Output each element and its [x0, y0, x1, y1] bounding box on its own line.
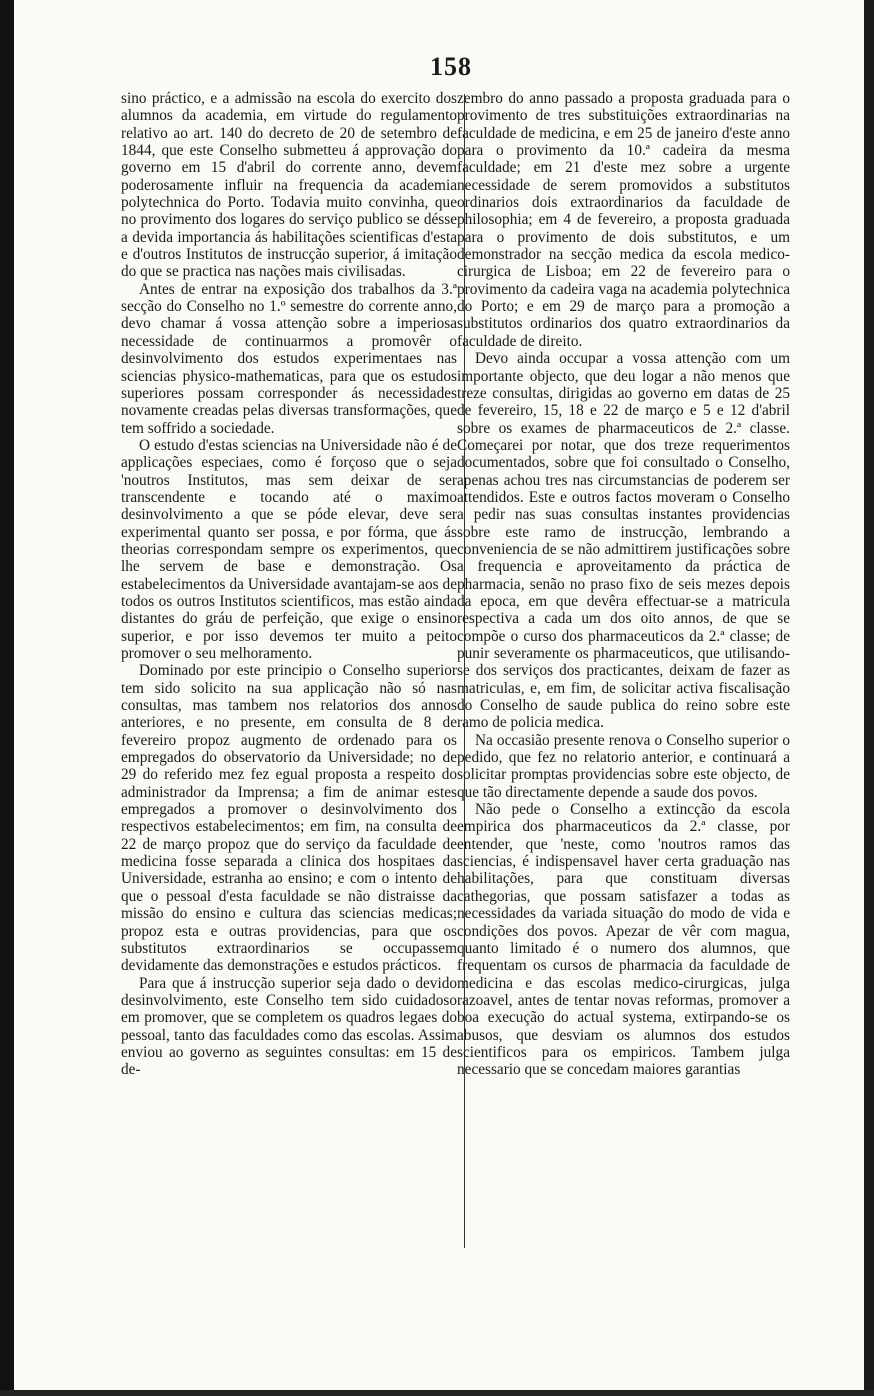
paragraph: Dominado por este principio o Conselho superior tem sido solicito na sua applicação não só nas consultas, mas tambem nos relatorios dos annos anteriores, e no presente, em consulta de 8 de fevereiro propoz augmento de ordenado para os empregados do observatorio da Universidade; no de 29 do referido mez fez egual proposta a respeito do administrador da Imprensa; a fim de animar estes empregados a promover o desinvolvimento dos respectivos estabelecimentos; em fim, na consulta de 22 de março propoz que do serviço da faculdade de medicina fosse separada a clinica dos hospitaes da Universidade, estranha ao ensino; e com o intento de que o pessoal d'esta faculdade se não distraisse da missão do ensino e cultura das sciencias medicas; propoz esta e outras providencias, para que os substitutos extraordinarios se occupassem devidamente das demonstrações e estudos prácticos. [121, 662, 457, 975]
page-number: 158 [430, 52, 472, 81]
scan-border-left [0, 0, 14, 1396]
left-column [121, 90, 457, 1079]
paragraph: sino práctico, e a admissão na escola do exercito dos alumnos da academia, em virtude do regulamento relativo ao art. 140 do decreto de 20 de setembro de 1844, que este Conselho submetteu á approvação do governo em 15 d'abril do corrente anno, devem poderosamente influir na frequencia da academia polytechnica do Porto. Todavia muito convinha, que no provimento dos logares do serviço publico se désse a devida importancia ás habilitações scientificas d'esta e d'outros Institutos de instrucção superior, á imitação do que se practica nas nações mais civilisadas. [121, 90, 457, 281]
paragraph: Antes de entrar na exposição dos trabalhos da 3.ª secção do Conselho no 1.º semestre do corrente anno, devo chamar á vossa attenção sobre a imperiosa necessidade de continuarmos a promovêr o desinvolvimento dos estudos experimentaes nas sciencias physico-mathematicas, para que os estudos superiores possam corresponder ás necessidades novamente creadas pelas diversas transformações, que tem soffrido a sociedade. [121, 280, 457, 437]
paragraph: zembro do anno passado a proposta graduada para o provimento de tres substituições extraordinarias na faculdade de medicina, e em 25 de janeiro d'este anno para o provimento da 10.ª cadeira da mesma faculdade; em 21 d'este mez sobre a urgente necessidade de serem promovidos a substitutos ordinarios dois extraordinarios da faculdade de philosophia; em 4 de fevereiro, a proposta graduada para o provimento de dois substitutos, e um demonstrador na secção medica da escola medico-cirurgica de Lisboa; em 22 de fevereiro para o provimento da cadeira vaga na academia polytechnica do Porto; e em 29 de março para a promoção a substitutos ordinarios dos quatro extraordinarios da faculdade de direito. [457, 90, 790, 350]
paragraph: Na occasião presente renova o Conselho superior o pedido, que fez no relatorio anterior, e continuará a solicitar promptas providencias sobre este objecto, de que tão directamente depende a saude dos povos. [457, 731, 790, 801]
scan-border-right [864, 0, 874, 1396]
paragraph: Devo ainda occupar a vossa attenção com um importante objecto, que deu logar a não menos que treze consultas, dirigidas ao governo em datas de 25 de fevereiro, 15, 18 e 22 de março e 5 e 12 d'abril sobre os exames de pharmaceuticos de 2.ª classe. Começarei por notar, que dos treze requerimentos documentados, sobre que foi consultado o Conselho, apenas achou tres nas circumstancias de poderem ser attendidos. Este e outros factos moveram o Conselho a pedir nas suas consultas instantes providencias sobre este ramo de instrucção, lembrando a conveniencia de se não admittirem justificações sobre a frequencia e aproveitamento da práctica de pharmacia, senão no praso fixo de seis mezes depois da epoca, em que devêra effectuar-se a matricula respectiva a cada um dos oito annos, de que se compõe o curso dos pharmaceuticos da 2.ª classe; de punir severamente os pharmaceuticos, que utilisando-se dos serviços dos practicantes, deixam de fazer as matriculas, e, em fim, de solicitar activa fiscalisação do Conselho de saude publica do reino sobre este ramo de policia medica. [457, 350, 790, 732]
paragraph: Não pede o Conselho a extincção da escola empirica dos pharmaceuticos da 2.ª classe, por entender, que 'neste, como 'noutros ramos das sciencias, é indispensavel haver certa graduação nas habilitações, para que constituam diversas cathegorias, que possam satisfazer a todas as necessidades da variada situação do modo de vida e condições dos povos. Apezar de vêr com magua, quanto limitado é o numero dos alumnos, que frequentam os cursos de pharmacia da faculdade de medicina e das escolas medico-cirurgicas, julga razoavel, antes de tentar novas reformas, promover a boa execução do actual systema, extirpando-se os abusos, que desviam os alumnos dos estudos scientificos para os empiricos. Tambem julga necessario que se concedam maiores garantias [457, 801, 790, 1079]
scan-border-bottom [0, 1390, 874, 1396]
paragraph: O estudo d'estas sciencias na Universidade não é de applicações especiaes, como é forçoso que o seja 'noutros Institutos, mas sem deixar de ser transcendente e tocando até o maximo desinvolvimento a que se póde elevar, deve ser experimental quanto ser possa, e por fórma, que ás theorias correspondam sempre os experimentos, que lhe servem de base e demonstração. Os estabelecimentos da Universidade avantajam-se aos de todos os outros Institutos scientificos, mas estão ainda distantes do gráu de perfeição, que exige o ensino superior, e por isso devemos ter muito a peito promover o seu melhoramento. [121, 436, 457, 662]
right-column [457, 90, 790, 1079]
paragraph: Para que á instrucção superior seja dado o devido desinvolvimento, este Conselho tem sido cuidadoso em promover, que se completem os quadros legaes do pessoal, tanto das faculdades como das escolas. Assim enviou ao governo as seguintes consultas: em 15 de de- [121, 974, 457, 1079]
